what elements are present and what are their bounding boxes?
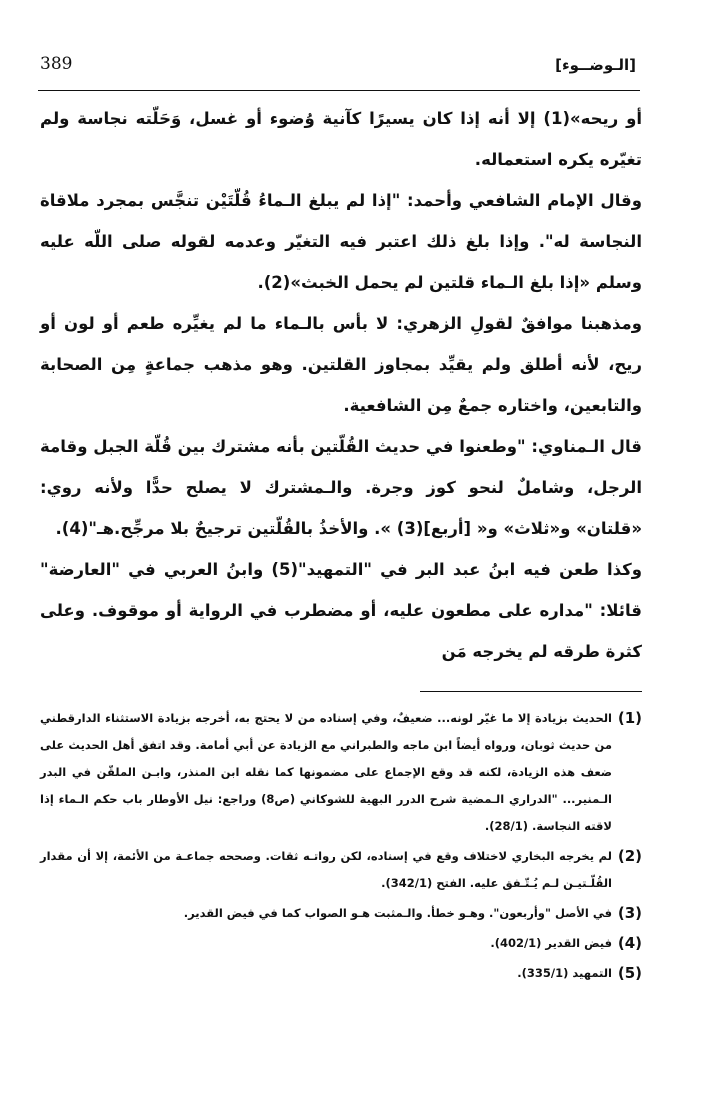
footnote-number: (2) bbox=[617, 847, 642, 865]
body-paragraph: قال الـمناوي: "وطعنوا في حديث القُلّتين بأنه مشترك بين قُلّة الجبل وقامة الرجل، وشاملٌ لنحو كوز وجرة. والـمشترك لا يصلح حدًّا ولأنه روي: «قلتان» و«ثلاث» و« [أربع](3) ». والأخذُ بالقُلّتين ترجيحٌ بلا مرجِّح.هـ"(4). bbox=[40, 437, 642, 538]
main-text bbox=[40, 98, 642, 672]
footnote-text: فيض القدير (402/1). bbox=[490, 936, 612, 950]
running-title: [الـوضــوء] bbox=[555, 56, 636, 74]
footnote bbox=[40, 705, 642, 840]
footnote bbox=[40, 843, 642, 897]
footnote-number: (4) bbox=[617, 934, 642, 952]
footnote-text: لم يخرجه البخاري لاختلاف وقع في إسناده، لكن رواتـه ثقات. وصححه جماعـة من الأئمة، إلا أن مقدار القُلّـتيـن لـم يُـتّـفق عليه. الفتح (342/1). bbox=[40, 849, 612, 890]
page-header bbox=[38, 50, 640, 91]
page-number: 389 bbox=[40, 54, 73, 74]
body-paragraph: ومذهبنا موافقٌ لقولِ الزهري: لا بأس بالـماء ما لم يغيِّره طعم أو لون أو ريح، لأنه أطلق ولم يقيِّد بمجاوز القلتين. وهو مذهب جماعةٍ مِن الصحابة والتابعين، واختاره جمعٌ مِن الشافعية. bbox=[40, 314, 642, 415]
footnote-number: (1) bbox=[617, 709, 642, 727]
body-paragraph: وقال الإمام الشافعي وأحمد: "إذا لم يبلغ الـماءُ قُلّتَيْن تنجَّس بمجرد ملاقاة النجاسة له". وإذا بلغ ذلك اعتبر فيه التغيّر وعدمه لقوله صلى اللّه عليه وسلم «إذا بلغ الـماء قلتين لم يحمل الخبث»(2). bbox=[40, 191, 642, 292]
footnotes bbox=[40, 705, 642, 990]
footnote bbox=[40, 960, 642, 987]
footnote-text: الحديث بزيادة إلا ما غيّر لونه... ضعيفٌ، وفي إسناده من لا يحتج به، أخرجه بزيادة الاستثناء الدارقطني من حديث ثوبان، ورواه أيضاً ابن ماجه والطبراني مع الزيادة عن أبي أمامة. وقد اتفق أهل الحديث على ضعف هذه الزيادة، لكنه قد وقع الإجماع على مضمونها كما نقله ابن المنذر، وابـن الملقّن في البدر الـمنير... "الدراري الـمضية شرح الدرر البهية للشوكاني (ص8) وراجع: نيل الأوطار باب حكم الـماء إذا لاقته النجاسة. (28/1). bbox=[40, 711, 612, 833]
body-paragraph: وكذا طعن فيه ابنُ عبد البر في "التمهيد"(5) وابنُ العربي في "العارضة" قائلا: "مداره على مطعون عليه، أو مضطرب في الرواية أو موقوف. وعلى كثرة طرقه لم يخرجه مَن bbox=[40, 560, 643, 661]
footnote bbox=[40, 930, 642, 957]
footnote-text: التمهيد (335/1). bbox=[517, 966, 612, 980]
footnote-separator bbox=[420, 691, 642, 692]
body-paragraph: أو ريحه»(1) إلا أنه إذا كان يسيرًا كآنية وُضوء أو غسل، وَحَلّته نجاسة ولم تغيّره يكره استعماله. bbox=[40, 109, 643, 169]
footnote-number: (3) bbox=[617, 904, 642, 922]
footnote-text: في الأصل "وأربعون". وهـو خطأ. والـمثبت هـو الصواب كما في فيض القدير. bbox=[183, 906, 612, 920]
footnote-number: (5) bbox=[617, 964, 642, 982]
footnote bbox=[40, 900, 642, 927]
